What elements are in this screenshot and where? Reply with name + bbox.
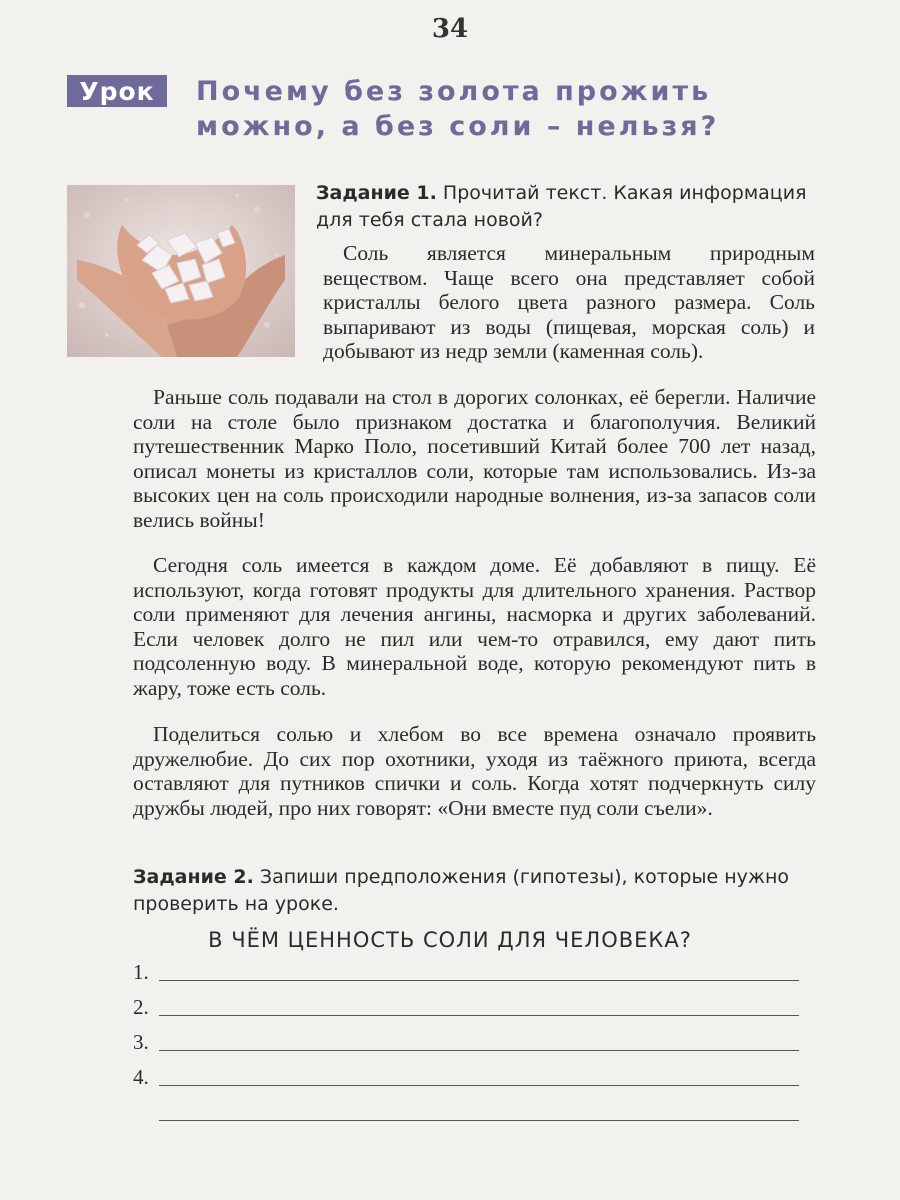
answer-rule [159,1085,799,1086]
paragraph-4: Поделиться солью и хлебом во все времена означало проявить дружелюбие. До сих пор охотники, уходя из таёжного приюта, всегда оставляют для путников спички и соль. Когда хотят подчеркнуть силу дружбы людей, про них говорят: «Они вместе пуд соли съели». [133,722,816,820]
answer-number: 3. [133,1030,149,1054]
salt-photo-illustration [67,185,295,357]
task-1-text: Прочитай текст. Какая информация для тебя стала новой? [316,182,807,231]
answer-rule [159,980,799,981]
answer-line-2[interactable] [133,990,799,1020]
answer-rule [159,1015,799,1016]
answer-line-5[interactable] [133,1095,799,1125]
page-number: 34 [431,14,469,44]
paragraph-2: Раньше соль подавали на стол в дорогих солонках, её берегли. Наличие соли на столе было признаком достатка и благополучия. Великий путешественник Марко Поло, посетивший Китай более 700 лет назад, описал монеты из кристаллов соли, которые там использовались. Из-за высоких цен на соль происходили народные волнения, из-за запасов соли велись войны! [133,385,816,532]
task-1-heading [316,180,816,234]
paragraph-3: Сегодня соль имеется в каждом доме. Её добавляют в пищу. Её используют, когда готовят продукты для длительного хранения. Раствор соли применяют для лечения ангины, насморка и других заболеваний. Если человек долго не пил или чем-то отравился, ему дают пить подсоленную воду. В минеральной воде, которую рекомендуют пить в жару, тоже есть соль. [133,553,816,700]
lesson-badge: Урок [67,75,167,107]
task-2-label: Задание 2. [133,866,254,888]
answer-number: 2. [133,995,149,1019]
salt-in-hands-photo [67,185,295,357]
answer-rule [159,1050,799,1051]
answer-number: 4. [133,1065,149,1089]
question-heading: В ЧЁМ ЦЕННОСТЬ СОЛИ ДЛЯ ЧЕЛОВЕКА? [208,928,692,952]
task-2-text: Запиши предположения (гипотезы), которые нужно проверить на уроке. [133,866,790,915]
lesson-title-line-2: можно, а без соли – нельзя? [196,111,720,142]
answer-line-1[interactable] [133,955,799,985]
task-1-label: Задание 1. [316,182,437,204]
paragraph-1: Соль является минеральным природным веществом. Чаще всего она представляет собой кристаллы белого цвета разного размера. Соль выпаривают из воды (пищевая, морская соль) и добывают из недр земли (каменная соль). [323,241,815,363]
answer-line-4[interactable] [133,1060,799,1090]
lesson-title [196,74,836,144]
answer-rule [159,1120,799,1121]
answer-number: 1. [133,960,149,984]
task-2-heading [133,864,823,918]
answer-line-3[interactable] [133,1025,799,1055]
lesson-title-line-1: Почему без золота прожить [196,76,712,107]
